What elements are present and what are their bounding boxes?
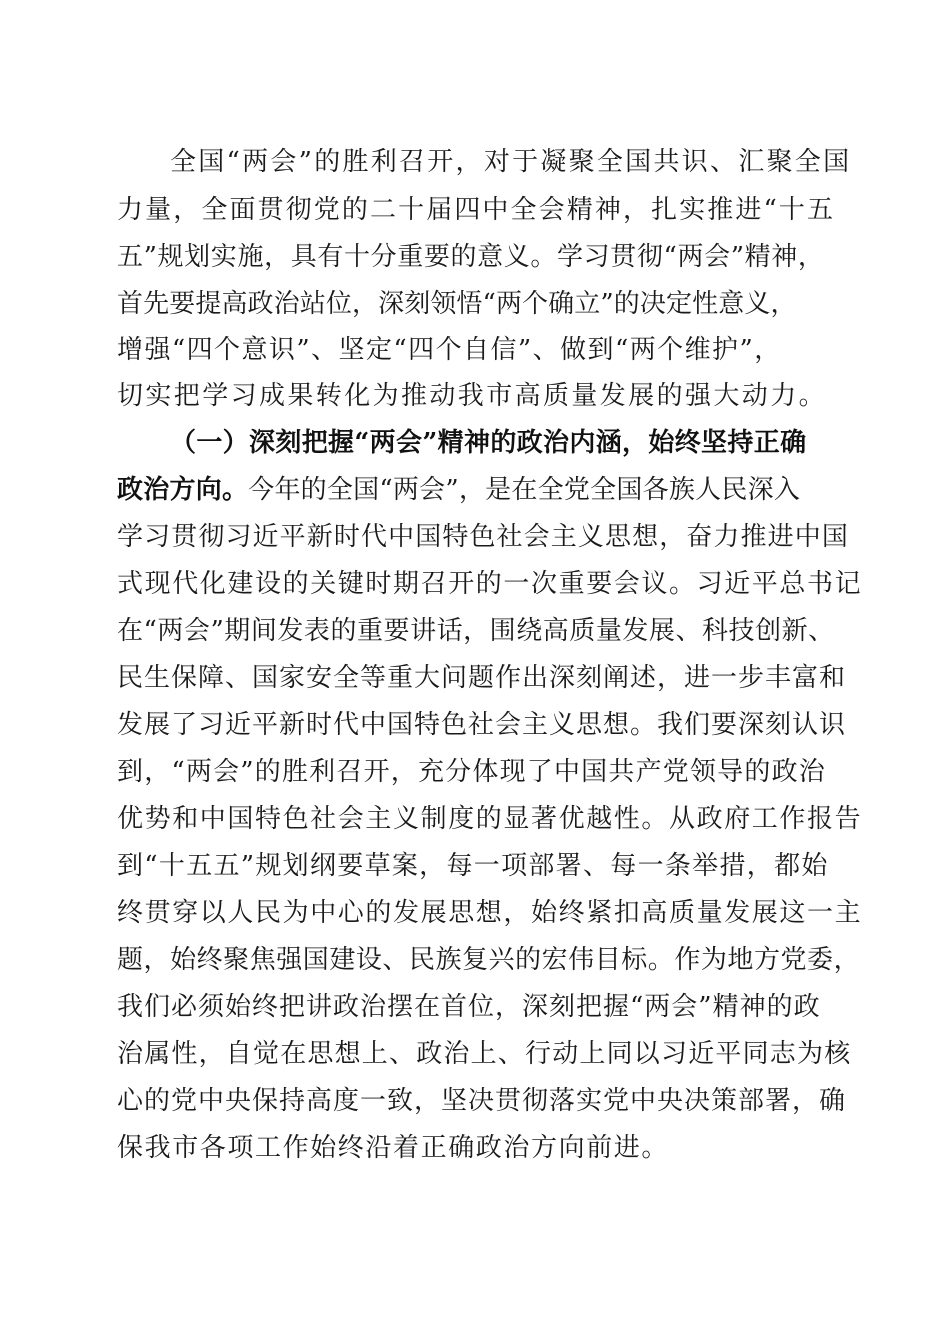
section-heading-line-1: （一）深刻把握“两会”精神的政治内涵，始终坚持正确 [170,428,807,458]
paragraph-2-line-1-text: 今年的全国“两会”，是在全党全国各族人民深入 [248,475,801,505]
paragraph-2-line-6: 发展了习近平新时代中国特色社会主义思想。我们要深刻认识 [117,710,847,740]
paragraph-2-line-1 [0,470,950,510]
paragraph-2-line-5: 民生保障、国家安全等重大问题作出深刻阐述，进一步丰富和 [117,663,847,693]
paragraph-2-line-10: 终贯穿以人民为中心的发展思想，始终紧扣高质量发展这一主 [117,898,863,928]
paragraph-2-line-13: 治属性，自觉在思想上、政治上、行动上同以习近平同志为核 [117,1039,852,1069]
paragraph-1-line-2: 力量，全面贯彻党的二十届四中全会精神，扎实推进“十五 [117,195,836,225]
paragraph-2-line-12: 我们必须始终把讲政治摆在首位，深刻把握“两会”精神的政 [117,992,821,1022]
paragraph-2-line-15: 保我市各项工作始终沿着正确政治方向前进。 [117,1133,670,1163]
paragraph-2-line-9: 到“十五五”规划纲要草案，每一项部署、每一条举措，都始 [117,851,829,881]
paragraph-2-line-3: 式现代化建设的关键时期召开的一次重要会议。习近平总书记 [117,569,863,599]
paragraph-2-line-8: 优势和中国特色社会主义制度的显著优越性。从政府工作报告 [117,804,863,834]
paragraph-2-line-7: 到，“两会”的胜利召开，充分体现了中国共产党领导的政治 [117,757,826,787]
paragraph-1-line-1: 全国“两会”的胜利召开，对于凝聚全国共识、汇聚全国 [170,147,852,177]
paragraph-1-line-4: 首先要提高政治站位，深刻领悟“两个确立”的决定性意义， [117,289,797,319]
paragraph-2-line-2: 学习贯彻习近平新时代中国特色社会主义思想，奋力推进中国 [117,522,849,552]
section-heading-line-2: 政治方向。 [117,475,249,505]
paragraph-1-line-3: 五”规划实施，具有十分重要的意义。学习贯彻“两会”精神， [117,242,825,272]
paragraph-1-line-5: 增强“四个意识”、坚定“四个自信”、做到“两个维护”， [117,335,782,365]
paragraph-1-line-6: 切实把学习成果转化为推动我市高质量发展的强大动力。 [117,381,828,411]
paragraph-2-line-14: 心的党中央保持高度一致，坚决贯彻落实党中央决策部署，确 [117,1086,847,1116]
paragraph-2-line-11: 题，始终聚焦强国建设、民族复兴的宏伟目标。作为地方党委， [117,945,861,975]
paragraph-2-line-4: 在“两会”期间发表的重要讲话，围绕高质量发展、科技创新、 [117,616,835,646]
